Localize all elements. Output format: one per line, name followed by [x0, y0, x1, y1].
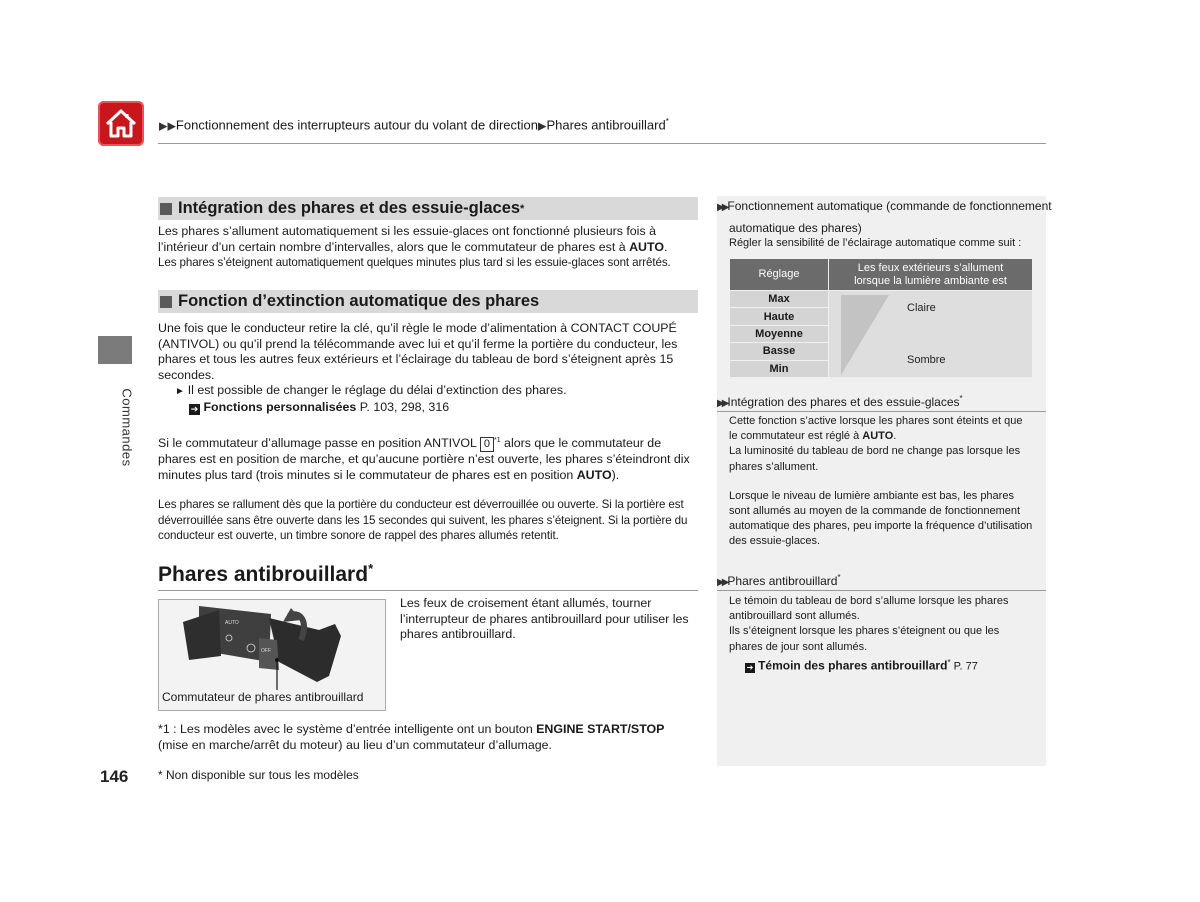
section-heading — [158, 197, 698, 220]
breadcrumb-current: Phares antibrouillard — [546, 117, 666, 133]
reference-arrow-icon: ➔ — [746, 663, 754, 673]
note-heading: ▶▶Phares antibrouillard* — [717, 573, 841, 588]
square-bullet-icon — [160, 203, 172, 215]
fog-instructions: Les feux de croisement étant allumés, tourner l’interrupteur de phares antibrouillard pour utiliser les phares antibrouillard. — [400, 596, 689, 641]
breadcrumb-parent[interactable]: Fonctionnement des interrupteurs autour du volant de direction — [175, 117, 538, 133]
square-bullet-icon — [160, 296, 172, 308]
paragraph: Les phares s’éteignent automatiquement quelques minutes plus tard si les essuie-glaces sont arrêtés. — [158, 256, 671, 269]
asterisk: * — [665, 117, 669, 126]
section-heading — [158, 290, 698, 313]
ignition-key-position: 0 — [480, 437, 494, 452]
note-arrow-icon: ▶▶ — [717, 398, 727, 409]
cross-reference[interactable]: ➔ Fonctions personnalisées P. 103, 298, 316 — [190, 399, 450, 414]
note-rule — [717, 590, 1046, 591]
table-cell: Min — [730, 360, 829, 377]
svg-text:OFF: OFF — [261, 648, 271, 654]
breadcrumb-arrow-icon: ▶▶ — [159, 120, 176, 133]
page-number: 146 — [100, 767, 129, 786]
svg-text:Claire: Claire — [907, 302, 936, 314]
brightness-gradient — [829, 291, 1033, 378]
table-header: Réglage — [730, 259, 829, 291]
table-cell: Moyenne — [730, 325, 829, 342]
note-arrow-icon: ▶▶ — [717, 577, 727, 588]
section-body — [158, 321, 698, 544]
table-cell: Basse — [730, 343, 829, 360]
section-body — [158, 224, 698, 271]
note-text: Le témoin du tableau de bord s’allume lorsque les phares antibrouillard sont allumés. Ils s’éteignent lorsque les phares s’éteignent ou que les phares de jour sont allumés. ➔ Témoin des phares antibrouillard* P. 77 — [729, 594, 1034, 675]
note-rule — [717, 411, 1046, 412]
note-text: Régler la sensibilité de l’éclairage automatique comme suit : — [729, 237, 1022, 249]
breadcrumb-arrow-icon: ▶ — [537, 120, 547, 133]
table-cell: Haute — [730, 308, 829, 325]
paragraph: Les phares se rallument dès que la portière du conducteur est déverrouillée ou ouverte. Si la portière est déverrouillée sans être ouverte dans les 15 secondes qui suivent, les phares s’éteignent. Si la portière du conducteur est ouverte, un timbre sonore de rappel des phares allumés retentit. — [158, 498, 688, 543]
note-arrow-icon: ▶▶ — [717, 202, 727, 213]
table-cell: Max — [730, 291, 829, 308]
paragraph: Une fois que le conducteur retire la clé, qu’il règle le mode d’alimentation à CONTACT COUPÉ (ANTIVOL) ou qu’il prend la télécommande avec lui et qu’il ferme la portière du conducteur, les phares et tous les autres feux extérieurs et l’éclairage du tableau de bord s’éteignent après 15 secondes. — [158, 321, 678, 382]
paragraph: Si le commutateur d’allumage passe en position ANTIVOL 0 $^{*1}$ alors que le commutateur de phares est en position de marche, et qu’aucune portière n’est ouverte, les phares s’éteindront dix minutes plus tard (trois minutes si le commutateur de phares est en position AUTO). — [158, 436, 690, 482]
header-rule — [158, 143, 1046, 144]
section-title: Fonction d’extinction automatique des phares — [178, 292, 540, 310]
home-icon — [98, 101, 144, 146]
svg-text:Sombre: Sombre — [907, 354, 946, 366]
asterisk: * — [520, 202, 525, 215]
chapter-heading: Phares antibrouillard* — [158, 561, 374, 586]
triangle-bullet-icon: ► — [175, 386, 188, 397]
note-heading: ▶▶Intégration des phares et des essuie-glaces* — [717, 394, 963, 409]
reference-arrow-icon: ➔ — [190, 403, 199, 414]
availability-footnote: * Non disponible sur tous les modèles — [158, 768, 359, 782]
chapter-tab[interactable] — [98, 336, 132, 364]
heading-rule — [158, 590, 698, 591]
table-header: Les feux extérieurs s’allument lorsque la lumière ambiante est — [829, 259, 1033, 291]
model-footnote: *1 : Les modèles avec le système d’entrée intelligente ont un bouton ENGINE START/STOP (mise en marche/arrêt du moteur) au lieu d’un commutateur d’allumage. — [158, 722, 665, 752]
cross-reference[interactable]: ➔ Témoin des phares antibrouillard* P. 77 — [746, 657, 978, 673]
svg-text:AUTO: AUTO — [225, 620, 239, 626]
note-heading: ▶▶Fonctionnement automatique (commande de fonctionnement automatique des phares) — [717, 199, 1052, 235]
bullet-item: ► Il est possible de changer le réglage du délai d’extinction des phares. — [175, 383, 567, 397]
paragraph: Les phares s’allument automatiquement si les essuie-glaces ont fonctionné plusieurs fois à l’intérieur d’un certain nombre d’intervalles, alors que le commutateur de phares est à AUTO. — [158, 224, 668, 254]
breadcrumb — [159, 117, 669, 132]
brightness-wedge-icon — [829, 291, 1032, 377]
section-title: Intégration des phares et des essuie-glaces — [178, 199, 521, 217]
sensitivity-table — [729, 258, 1033, 378]
illustration-caption: Commutateur de phares antibrouillard — [162, 690, 364, 704]
chapter-label: Commandes — [119, 388, 135, 467]
home-button[interactable] — [98, 101, 144, 146]
note-text: Cette fonction s’active lorsque les phares sont éteints et que le commutateur est réglé à AUTO. La luminosité du tableau de bord ne change pas lorsque les phares s’allument. Lorsque le niveau de lumière ambiante est bas, les phares sont allumés au moyen de la commande de fonctionnement automatique des phares, peu importe la fréquence d’utilisation des essuie-glaces. — [729, 415, 1033, 548]
